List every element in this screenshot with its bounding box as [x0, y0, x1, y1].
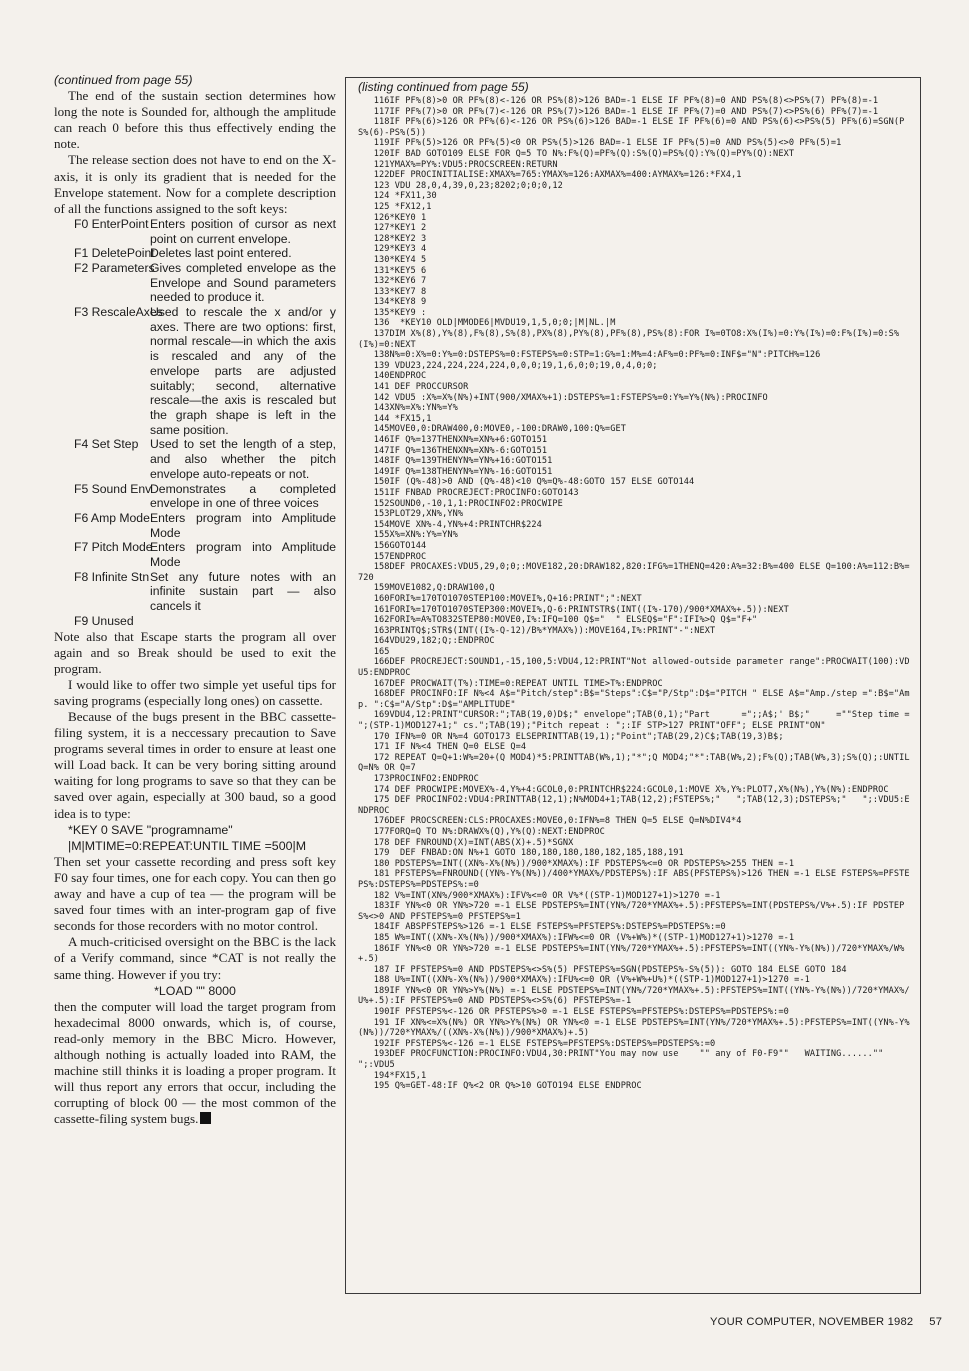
listing-line: 150IF (Q%-48)>0 AND (Q%-48)<10 Q%=Q%-48:GOTO 157 ELSE GOTO144 [358, 477, 695, 488]
paragraph: The release section does not have to end on the X-axis, it is only its gradient that is needed for the Envelope statement. Now for a complete description of all the functions assigned to the soft keys: [54, 152, 336, 216]
paragraph [54, 999, 336, 1128]
code-line: |M|MTIME=0:REPEAT:UNTIL TIME =500|M [68, 838, 307, 853]
listing-line: 172 REPEAT Q=Q+1:W%=20+(Q MOD4)*5:PRINTTAB(W%,1);"*";Q MOD4;"*":TAB(W%,2);F%(Q);TAB(W%,3);S%(Q);:UNTIL Q=N% OR Q=7 [358, 752, 915, 774]
listing-line: 128*KEY2 3 [358, 233, 427, 244]
listing-line: 176DEF PROCSCREEN:CLS:PROCAXES:MOVE0,0:IFN%=8 THEN Q=5 ELSE Q=N%DIV4*4 [358, 816, 742, 827]
end-of-article-mark [200, 1112, 211, 1124]
paragraph: I would like to offer two simple yet useful tips for saving programs (especially long ones) on cassette. [54, 676, 336, 708]
listing-line: 125 *FX12,1 [358, 201, 432, 212]
listing-line: 117IF PF%(7)>0 OR PF%(7)<-126 OR PS%(7)>126 BAD=-1 ELSE IF PF%(7)=0 AND PS%(7)<>PS%(6) PF%(7)=-1 [358, 106, 879, 117]
listing-line: 188 U%=INT((XN%-X%(N%))/900*XMAX%):IFU%<=0 OR (V%+W%+U%)*((STP-1)MOD127+1)>1270 =-1 [358, 975, 810, 986]
listing-line: 136 *KEY10 OLD|MMODE6|MVDU19,1,5,0;0;|M|NL.|M [358, 318, 616, 329]
listing-line: 147IF Q%=136THENXN%=XN%-6:GOTO151 [358, 445, 548, 456]
listing-line: 180 PDSTEPS%=INT((XN%-X%(N%))/900*XMAX%):IF PDSTEPS%<=0 OR PDSTEPS%>255 THEN =-1 [358, 858, 795, 869]
paragraph: Note also that Escape starts the program all over again and so Break should be used to exit the program. [54, 628, 336, 676]
listing-box [345, 77, 957, 1294]
soft-key-name: F0 EnterPoint [74, 216, 149, 231]
listing-line: 119IF PF%(5)>126 OR PF%(5)<0 OR PS%(5)>126 BAD=-1 ELSE IF PF%(5)=0 AND PS%(5)<>0 PF%(5)=1 [358, 138, 842, 149]
listing-line: 169VDU4,12:PRINT"CURSOR:";TAB(19,0)D$;" envelope";TAB(0,1);"Part =";;A$;' B$;" =""Step time = ";(STP-1)MOD127+1;" cs.";TAB(19);"Pitch repeat : ";:IF STP>127 PRINT"OFF"; ELSE PRINT"ON" [358, 710, 915, 732]
listing-line: 135*KEY9 : [358, 307, 427, 318]
listing-line: 175 DEF PROCINFO2:VDU4:PRINTTAB(12,1);N%MOD4+1;TAB(12,2);FSTEPS%;" ";TAB(12,3);DSTEPS%;" ";:VDU5:ENDPROC [358, 795, 910, 816]
continued-note: (continued from page 55) [54, 73, 193, 87]
soft-key-row [54, 246, 336, 261]
magazine-issue: YOUR COMPUTER, NOVEMBER 1982 [710, 1316, 914, 1328]
listing-line: 179 DEF FNBAD:ON N%+1 GOTO 180,180,180,180,182,185,188,191 [358, 848, 684, 859]
listing-line: 133*KEY7 8 [358, 286, 427, 297]
listing-line: 143XN%=X%:YN%=Y% [358, 403, 458, 414]
soft-key-row [54, 511, 336, 540]
listing-line: 170 IFN%=0 OR N%=4 GOTO173 ELSEPRINTTAB(19,1);"Point";TAB(29,2)C$;TAB(19,3)B$; [358, 731, 784, 742]
listing-line: 162FORI%=A%TO832STEP80:MOVE0,I%:IFQ=100 Q$=" " ELSEQ$="F":IFI%>Q Q$="F+" [358, 615, 758, 626]
listing-line: 192IF PFSTEPS%<-126 =-1 ELSE FSTEPS%=PFSTEPS%:DSTEPS%=PDSTEPS%:=0 [358, 1038, 716, 1049]
listing-line: 131*KEY5 6 [358, 265, 427, 276]
listing-line: 194*FX15,1 [358, 1070, 427, 1081]
paragraph: A much-criticised oversight on the BBC is the lack of a Verify command, since *CAT is not really the same thing. However if you try: [54, 934, 336, 982]
listing-line: 138N%=0:X%=0:Y%=0:DSTEPS%=0:FSTEPS%=0:STP=1:G%=1:M%=4:AF%=0:PF%=0:INF$="N":PITCH%=126 [358, 350, 821, 361]
soft-key-name: F3 RescaleAxes [74, 305, 163, 320]
listing-line: 122DEF PROCINITIALISE:XMAX%=765:YMAX%=126:AXMAX%=400:AYMAX%=126:*FX4,1 [358, 170, 742, 181]
listing-line: 151IF FNBAD PROCREJECT:PROCINFO:GOTO143 [358, 487, 579, 498]
listing-line: 153PLOT29,XN%,YN% [358, 509, 464, 520]
listing-line: 184IF ABSPFSTEPS%>126 =-1 ELSE FSTEPS%=PFSTEPS%:DSTEPS%=PDSTEPS%:=0 [358, 922, 726, 933]
listing-line: 156GOTO144 [358, 540, 427, 551]
listing-line: 183IF YN%<0 OR YN%>720 =-1 ELSE PDSTEPS%=INT(YN%/720*YMAX%+.5):PFSTEPS%=INT(PDSTEPS%/V%+.5):IF PDSTEPS%<>0 AND PFSTEPS%=0 PFSTEPS%=1 [358, 901, 905, 922]
soft-key-row [54, 305, 336, 437]
soft-key-description [150, 614, 336, 629]
soft-key-list [54, 217, 336, 629]
listing-line: 121YMAX%=PY%:VDU5:PROCSCREEN:RETURN [358, 159, 558, 170]
listing-line: 165 [358, 646, 390, 657]
listing-line: 157ENDPROC [358, 551, 427, 562]
soft-key-name: F2 Parameters [74, 260, 155, 275]
listing-line: 132*KEY6 7 [358, 276, 427, 287]
listing-line: 178 DEF FNROUND(X)=INT(ABS(X)+.5)*SGNX [358, 837, 574, 848]
soft-key-description: Used to rescale the x and/or y axes. There are two options: first, normal rescale—in which the axis is rescaled and any of the envelope parts are adjusted suitably; second, alternative rescale—the axis is rescaled but the graph shape is left in the same position. [150, 305, 336, 437]
code-line: *KEY 0 SAVE "programname" [68, 822, 233, 837]
listing-line: 116IF PF%(8)>0 OR PF%(8)<-126 OR PS%(8)>126 BAD=-1 ELSE IF PF%(8)=0 AND PS%(8)<>PS%(7) PF%(8)=-1 [358, 96, 879, 106]
soft-key-description: Enters program into Amplitude Mode [150, 540, 336, 570]
listing-line: 185 W%=INT((XN%-X%(N%))/900*XMAX%):IFW%<=0 OR (V%+W%)*((STP-1)MOD127+1)>1270 =-1 [358, 932, 795, 943]
listing-line: 171 IF N%<4 THEN Q=0 ELSE Q=4 [358, 742, 527, 753]
soft-key-description: Deletes last point entered. [150, 246, 292, 261]
listing-line: 152SOUND0,-10,1,1:PROCINFO2:PROCWIPE [358, 498, 563, 509]
listing-line: 164VDU29,182;Q;:ENDPROC [358, 636, 495, 647]
soft-key-row [54, 261, 336, 305]
listing-line: 149IF Q%=138THENYN%=YN%-16:GOTO151 [358, 466, 553, 477]
listing-line: 139 VDU23,224,224,224,224,0,0,0;19,1,6,0;0;19,0,4,0;0; [358, 360, 658, 371]
listing-line: 161FORI%=170TO1070STEP300:MOVEI%,Q-6:PRINTSTR$(INT((I%-170)/900*XMAX%+.5)):NEXT [358, 604, 789, 615]
listing-line: 195 Q%=GET-48:IF Q%<2 OR Q%>10 GOTO194 ELSE ENDPROC [358, 1081, 642, 1092]
soft-key-name: F5 Sound Env [74, 481, 152, 496]
code-line: *LOAD "" 8000 [154, 983, 236, 998]
listing-line: 120IF BAD GOTO109 ELSE FOR Q=5 TO N%:F%(Q)=PF%(Q):S%(Q)=PS%(Q):Y%(Q)=PY%(Q):NEXT [358, 148, 795, 159]
article-column [54, 72, 336, 1127]
listing-line: 163PRINTQ$;STR$(INT((I%-Q-12)/B%*YMAX%)):MOVE164,I%:PRINT"-":NEXT [358, 625, 716, 636]
listing-line: 155X%=XN%:Y%=YN% [358, 530, 458, 541]
soft-key-row [54, 217, 336, 246]
listing-line: 167DEF PROCWAIT(T%):TIME=0:REPEAT UNTIL TIME>T%:ENDPROC [358, 678, 663, 689]
listing-line: 190IF PFSTEPS%<-126 OR PFSTEPS%>0 =-1 ELSE FSTEPS%=PFSTEPS%:DSTEPS%=PDSTEPS%:=0 [358, 1007, 789, 1018]
page-footer [710, 1316, 942, 1328]
listing-line: 158DEF PROCAXES:VDU5,29,0;0;:MOVE182,20:DRAW182,820:IFG%=1THENQ=420:A%=32:B%=400 ELSE Q=100:A%=112:B%=720 [358, 562, 910, 583]
listing-line: 148IF Q%=139THENYN%=YN%+16:GOTO151 [358, 456, 553, 467]
listing-line: 189IF YN%<0 OR YN%>Y%(N%) =-1 ELSE PDSTEPS%=INT(YN%/720*YMAX%+.5):PFSTEPS%=INT((YN%-Y%(N%))/720*YMAX%/U%+.5):IF PFSTEPS%=0 AND PDSTEPS%<>S%(6) PFSTEPS%=-1 [358, 985, 910, 1007]
listing-line: 181 PFSTEPS%=FNROUND((YN%-Y%(N%))/400*YMAX%/PDSTEPS%):IF ABS(PFSTEPS%)>126 THEN =-1 ELSE FSTEPS%=PFSTEPS%:DSTEPS%=PDSTEPS%:=0 [358, 869, 910, 890]
listing-line: 145MOVE0,0:DRAW400,0:MOVE0,-100:DRAW0,100:Q%=GET [358, 424, 626, 435]
soft-key-name: F4 Set Step [74, 437, 139, 452]
paragraph-text: then the computer will load the target program from hexadecimal 8000 onwards, which is, of course, read-only memory in the BBC Micro. However, although nothing is actually loaded into RAM, the machine still thinks it is loading a proper program. It will thus report any errors that occur, including the corrupting of block 00 — the most common of the cassette-filing system bugs. [54, 998, 336, 1127]
page-number: 57 [929, 1316, 943, 1328]
listing-line: 144 *FX15,1 [358, 413, 432, 424]
listing-line: 130*KEY4 5 [358, 254, 427, 265]
listing-line: 160FORI%=170TO1070STEP100:MOVEI%,Q+16:PRINT";":NEXT [358, 593, 642, 604]
soft-key-name: F1 DeletePoint [74, 246, 155, 261]
listing-line: 129*KEY3 4 [358, 244, 427, 255]
listing-line: 166DEF PROCREJECT:SOUND1,-15,100,5:VDU4,12:PRINT"Not allowed-outside parameter range":PROCWAIT(100):VDU5:ENDPROC [358, 657, 910, 679]
soft-key-name: F9 Unused [74, 613, 134, 628]
listing-line: 174 DEF PROCWIPE:MOVEX%-4,Y%+4:GCOL0,0:PRINTCHR$224:GCOL0,1:MOVE X%,Y%:PLOT7,X%(N%),Y%(N%):ENDPROC [358, 784, 889, 795]
soft-key-description: Used to set the length of a step, and also whether the pitch envelope auto-repeats or not. [150, 437, 336, 481]
listing-line: 118IF PF%(6)>126 OR PF%(6)<-126 OR PS%(6)>126 BAD=-1 ELSE IF PF%(6)=0 AND PS%(6)<>PS%(5) PF%(6)=SGN(PS%(6)-PS%(5)) [358, 117, 905, 138]
listing-line: 191 IF XN%<=X%(N%) OR YN%>Y%(N%) OR YN%<0 =-1 ELSE PDSTEPS%=INT(YN%/720*YMAX%+.5):PFSTEPS%=INT((YN%-Y%(N%))/720*YMAX%/((XN%-X%(N%))/900*XMAX%)+.5) [358, 1017, 910, 1039]
listing-line: 193DEF PROCFUNCTION:PROCINFO:VDU4,30:PRINT"You may now use "" any of F0-F9"" WAITING......"" ";:VDU5 [358, 1049, 957, 1071]
listing-line: 159MOVE1082,Q:DRAW100,Q [358, 583, 495, 594]
soft-key-description: Enters position of cursor as next point on current envelope. [150, 216, 336, 246]
soft-key-row [54, 570, 336, 614]
listing-line: 187 IF PFSTEPS%=0 AND PDSTEPS%<>S%(5) PFSTEPS%=SGN(PDSTEPS%-S%(5)): GOTO 184 ELSE GOTO 184 [358, 964, 847, 975]
listing-line: 186IF YN%<0 OR YN%>720 =-1 ELSE PDSTEPS%=INT(YN%/720*YMAX%+.5):PFSTEPS%=INT((YN%-Y%(N%))/720*YMAX%/W%+.5) [358, 943, 905, 965]
soft-key-row [54, 482, 336, 511]
soft-key-description: Demonstrates a completed envelope in one of three voices [150, 481, 336, 511]
paragraph: Because of the bugs present in the BBC cassette-filing system, it is a neccessary precaution to Save programs several times in order to ensure at least one will Load back. It can be very boring sitting around waiting for long programs to save so that they can be saved over again, especially at 300 baud, so a good idea is to type: [54, 709, 336, 821]
listing-line: 127*KEY1 2 [358, 223, 427, 234]
listing-line: 126*KEY0 1 [358, 212, 427, 223]
listing-line: 137DIM X%(8),Y%(8),F%(8),S%(8),PX%(8),PY%(8),PF%(8),PS%(8):FOR I%=0TO8:X%(I%)=0:Y%(I%)=0:F%(I%)=0:S%(I%)=0:NEXT [358, 329, 900, 350]
listing-line: 123 VDU 28,0,4,39,0,23;8202;0;0;0,12 [358, 180, 563, 191]
listing-line: 168DEF PROCINFO:IF N%<4 A$="Pitch/step":B$="Steps":C$="P/Stp":D$="PITCH " ELSE A$="Amp./step =":B$="Amp. ":C$="A/Stp":D$="AMPLITUDE" [358, 689, 910, 710]
soft-key-description: Enters program into Amplitude Mode [150, 510, 336, 540]
soft-key-row [54, 437, 336, 481]
soft-key-name: F6 Amp Mode [74, 510, 150, 525]
listing-line: 141 DEF PROCCURSOR [358, 382, 469, 393]
listing-line: 146IF Q%=137THENXN%=XN%+6:GOTO151 [358, 435, 548, 445]
soft-key-row [54, 614, 336, 629]
paragraph: The end of the sustain section determines how long the note is Sounded for, although the amplitude can reach 0 before this thus effectively ending the note. [54, 88, 336, 152]
soft-key-description: Set any future notes with an infinite sustain part — also cancels it [150, 569, 336, 614]
soft-key-name: F7 Pitch Mode [74, 540, 153, 555]
paragraph: Then set your cassette recording and press soft key F0 say four times, one for each copy. You can then go away and have a cup of tea — the program will be saved four times with an inter-program gap of five seconds for those recorders with no motor control. [54, 853, 336, 934]
soft-key-description: Gives completed envelope as the Envelope and Sound parameters needed to produce it. [150, 260, 336, 305]
listing-line: 134*KEY8 9 [358, 297, 427, 308]
soft-key-name: F8 Infinite Stn [74, 569, 150, 584]
listing-line: 142 VDU5 :X%=X%(N%)+INT(900/XMAX%+1):DSTEPS%=1:FSTEPS%=0:Y%=Y%(N%):PROCINFO [358, 392, 768, 403]
listing-line: 154MOVE XN%-4,YN%+4:PRINTCHR$224 [358, 519, 542, 530]
listing-line: 182 V%=INT(XN%/900*XMAX%):IFV%<=0 OR V%*((STP-1)MOD127+1)>1270 =-1 [358, 890, 721, 901]
soft-key-row [54, 540, 336, 569]
listing-line: 140ENDPROC [358, 371, 427, 382]
listing-line: 124 *FX11,30 [358, 191, 437, 202]
listing-header: (listing continued from page 55) [358, 80, 529, 94]
program-listing [346, 96, 957, 1092]
listing-line: 177FORQ=Q TO N%:DRAWX%(Q),Y%(Q):NEXT:ENDPROC [358, 826, 605, 837]
listing-line: 173PROCINFO2:ENDPROC [358, 774, 479, 784]
